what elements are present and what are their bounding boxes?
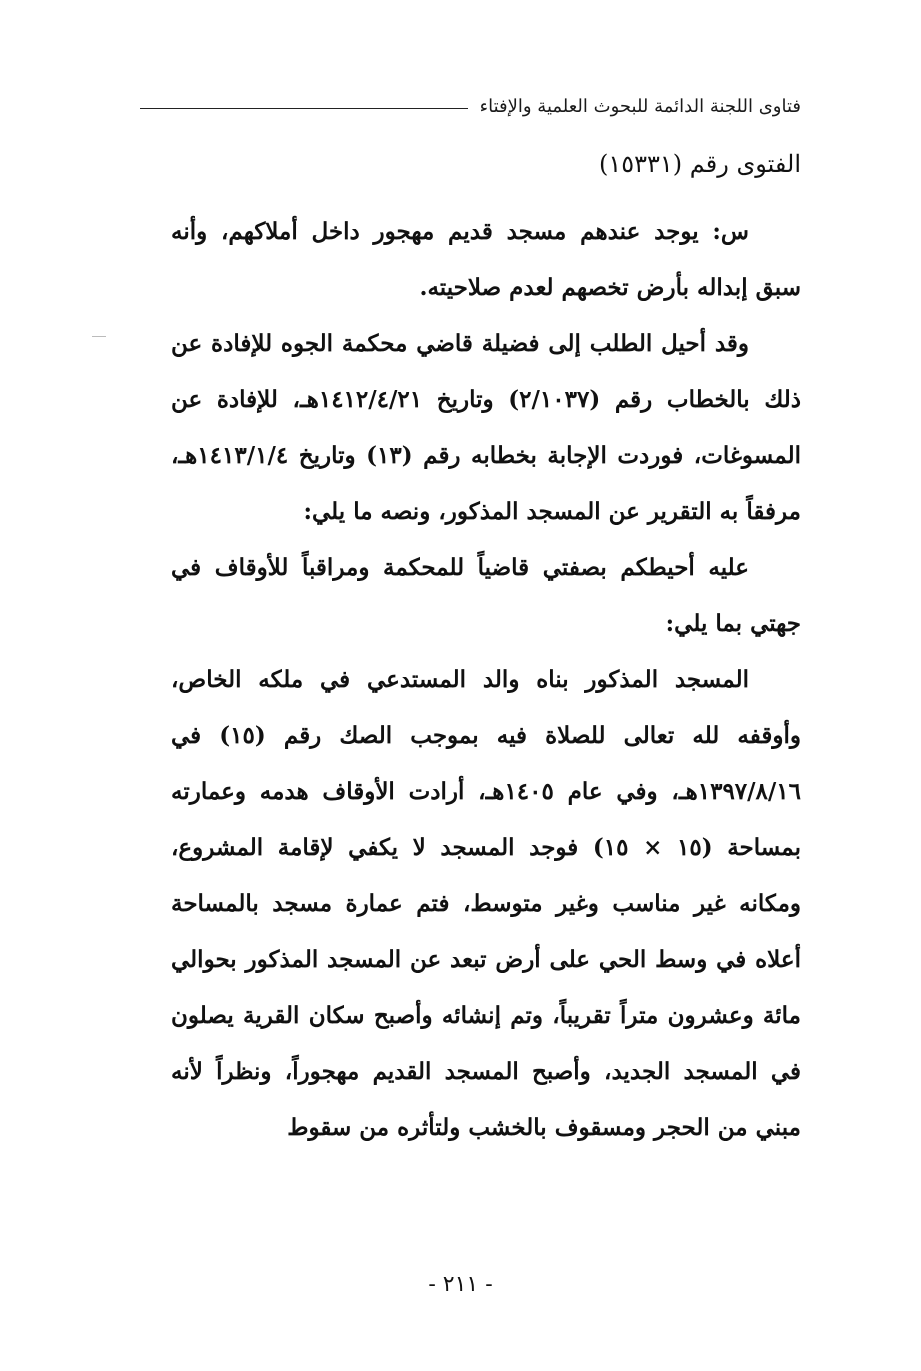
margin-mark (92, 336, 106, 337)
paragraph-question: س: يوجد عندهم مسجد قديم مهجور داخل أملاكهم، وأنه سبق إبداله بأرض تخصهم لعدم صلاحيته. (171, 218, 801, 301)
running-header-title: فتاوى اللجنة الدائمة للبحوث العلمية والإفتاء (479, 96, 801, 117)
header-rule (140, 108, 468, 109)
paragraph-report-body: المسجد المذكور بناه والد المستدعي في ملكه الخاص، وأوقفه لله تعالى للصلاة فيه بموجب الصك رقم (١٥) في ١٣٩٧/٨/١٦هـ، وفي عام ١٤٠٥هـ، أرادت الأوقاف هدمه وعمارته بمساحة (١٥ × ١٥) فوجد المسجد لا يكفي لإقامة المشروع، ومكانه غير مناسب وغير متوسط، فتم عمارة مسجد بالمساحة أعلاه في وسط الحي على أرض تبعد عن المسجد المذكور بحوالي مائة وعشرون متراً تقريباً، وتم إنشائه وأصبح سكان القرية يصلون في المسجد الجديد، وأصبح المسجد القديم مهجوراً، ونظراً لأنه مبني من الحجر ومسقوف بالخشب ولتأثره من سقوط (171, 666, 802, 1141)
paragraph-report-intro: عليه أحيطكم بصفتي قاضياً للمحكمة ومراقباً للأوقاف في جهتي بما يلي: (171, 554, 801, 637)
running-header (140, 96, 801, 117)
paragraph-referral: وقد أحيل الطلب إلى فضيلة قاضي محكمة الجوه للإفادة عن ذلك بالخطاب رقم (٢/١٠٣٧) وتاريخ ١٤١٢/٤/٢١هـ، للإفادة عن المسوغات، فوردت الإجابة بخطابه رقم (١٣) وتاريخ ١٤١٣/١/٤هـ، مرفقاً به التقرير عن المسجد المذكور، ونصه ما يلي: (171, 330, 802, 525)
page-number: - ٢١١ - (428, 1272, 493, 1297)
fatwa-title: الفتوى رقم (١٥٣٣١) (598, 150, 801, 178)
body-text (171, 204, 801, 1156)
